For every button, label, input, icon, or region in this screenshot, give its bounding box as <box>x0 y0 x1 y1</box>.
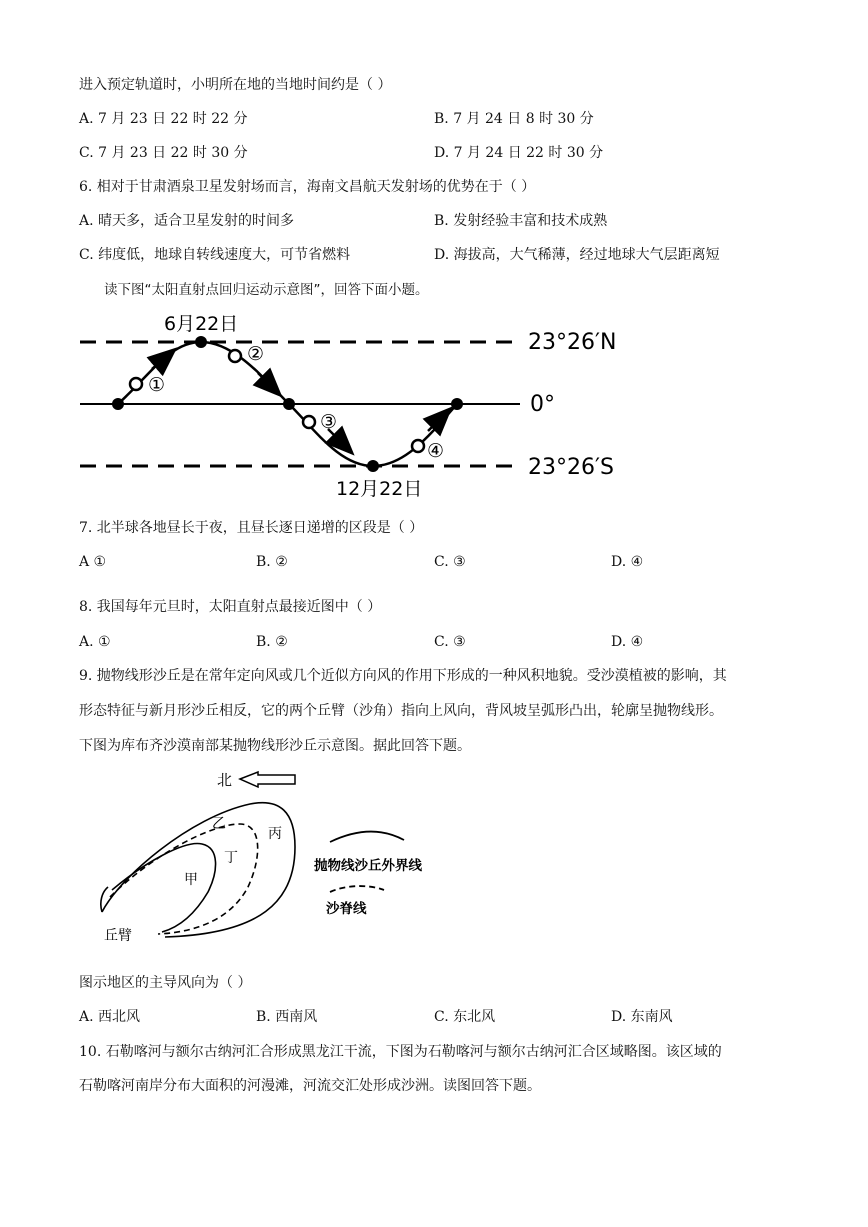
q5-option-d[interactable]: D. 7 月 24 日 22 时 30 分 <box>434 145 604 161</box>
legend-outer-label: 抛物线沙丘外界线 <box>314 858 422 874</box>
q9-text-line3: 下图为库布齐沙漠南部某抛物线形沙丘示意图。据此回答下题。 <box>79 738 471 754</box>
north-arrow-icon <box>240 772 295 787</box>
q6-option-a[interactable]: A. 晴天多，适合卫星发射的时间多 <box>79 213 295 229</box>
q9b-option-b[interactable]: B. 西南风 <box>256 1009 318 1025</box>
arrow-segment-2 <box>258 373 272 387</box>
point-next-march-equinox <box>451 398 463 410</box>
q7-option-d[interactable]: D. ④ <box>611 554 644 570</box>
label-dune-arm: 丘臂 <box>104 928 132 944</box>
q9b-option-c[interactable]: C. 东北风 <box>434 1009 496 1025</box>
q7-option-b[interactable]: B. ② <box>256 554 288 570</box>
q10-text-line1: 10. 石勒喀河与额尔古纳河汇合形成黑龙江干流，下图为石勒喀河与额尔古纳河汇合区域略图。该区域的 <box>79 1044 722 1060</box>
label-december-22: 12月22日 <box>336 478 423 500</box>
mark-label-4: ④ <box>427 440 445 462</box>
parabolic-dune-diagram <box>90 762 470 952</box>
point-june-solstice <box>195 336 207 348</box>
q5-option-b[interactable]: B. 7 月 24 日 8 时 30 分 <box>434 111 594 127</box>
q9-text-line2: 形态特征与新月形沙丘相反，它的两个丘臂（沙角）指向上风向，背风坡呈弧形凸出，轮廓呈抛物线形。 <box>79 703 723 719</box>
mark-label-2: ② <box>247 343 265 365</box>
marker-3 <box>303 416 315 428</box>
label-equator: 0° <box>530 392 555 417</box>
legend-ridge-line-icon <box>330 886 384 892</box>
mark-label-1: ① <box>148 374 166 396</box>
arrow-segment-1 <box>152 357 166 369</box>
label-june-22: 6月22日 <box>164 313 239 335</box>
marker-2 <box>229 350 241 362</box>
label-yi: 乙 <box>212 816 226 832</box>
dune-inner-boundary <box>112 844 216 932</box>
label-jia: 甲 <box>184 872 198 888</box>
q9-text-line1: 9. 抛物线形沙丘是在常年定向风或几个近似方向风的作用下形成的一种风积地貌。受沙漠植被的影响，其 <box>79 668 727 684</box>
legend-outer-line-icon <box>330 832 404 842</box>
legend-ridge-label: 沙脊线 <box>326 901 367 917</box>
solar-migration-diagram <box>70 305 670 505</box>
q8-option-d[interactable]: D. ④ <box>611 634 644 650</box>
q7-option-a[interactable]: A ① <box>79 554 107 570</box>
q5-option-a[interactable]: A. 7 月 23 日 22 时 22 分 <box>79 111 248 127</box>
label-bing: 丙 <box>268 826 282 842</box>
q5-stem: 进入预定轨道时，小明所在地的当地时间约是（ ） <box>79 77 392 93</box>
q5-option-c[interactable]: C. 7 月 23 日 22 时 30 分 <box>79 145 248 161</box>
figure1-intro: 读下图“太阳直射点回归运动示意图”，回答下面小题。 <box>104 282 429 298</box>
q9b-option-a[interactable]: A. 西北风 <box>79 1009 141 1025</box>
q10-text-line2: 石勒喀河南岸分布大面积的河漫滩，河流交汇处形成沙洲。读图回答下题。 <box>79 1078 541 1094</box>
north-label: 北 <box>217 771 233 789</box>
q9b-stem: 图示地区的主导风向为（ ） <box>79 975 252 991</box>
label-tropic-south: 23°26′S <box>528 455 614 480</box>
label-ding: 丁 <box>224 850 238 866</box>
point-december-solstice <box>367 460 379 472</box>
q8-stem: 8. 我国每年元旦时，太阳直射点最接近图中（ ） <box>79 599 382 615</box>
q6-option-d[interactable]: D. 海拔高，大气稀薄，经过地球大气层距离短 <box>434 247 720 263</box>
q7-stem: 7. 北半球各地昼长于夜，且昼长逐日递增的区段是（ ） <box>79 520 424 536</box>
q8-option-c[interactable]: C. ③ <box>434 634 466 650</box>
point-september-equinox <box>283 398 295 410</box>
q8-option-b[interactable]: B. ② <box>256 634 288 650</box>
label-tropic-north: 23°26′N <box>528 330 617 355</box>
q6-option-b[interactable]: B. 发射经验丰富和技术成熟 <box>434 213 608 229</box>
marker-1 <box>130 378 142 390</box>
marker-4 <box>412 440 424 452</box>
q6-stem: 6. 相对于甘肃酒泉卫星发射场而言，海南文昌航天发射场的优势在于（ ） <box>79 179 536 195</box>
mark-label-3: ③ <box>320 411 338 433</box>
point-march-equinox <box>112 398 124 410</box>
q7-option-c[interactable]: C. ③ <box>434 554 466 570</box>
q8-option-a[interactable]: A. ① <box>79 634 111 650</box>
q6-option-c[interactable]: C. 纬度低，地球自转线速度大，可节省燃料 <box>79 247 351 263</box>
dune-outer-boundary <box>102 803 295 937</box>
q9b-option-d[interactable]: D. 东南风 <box>611 1009 673 1025</box>
